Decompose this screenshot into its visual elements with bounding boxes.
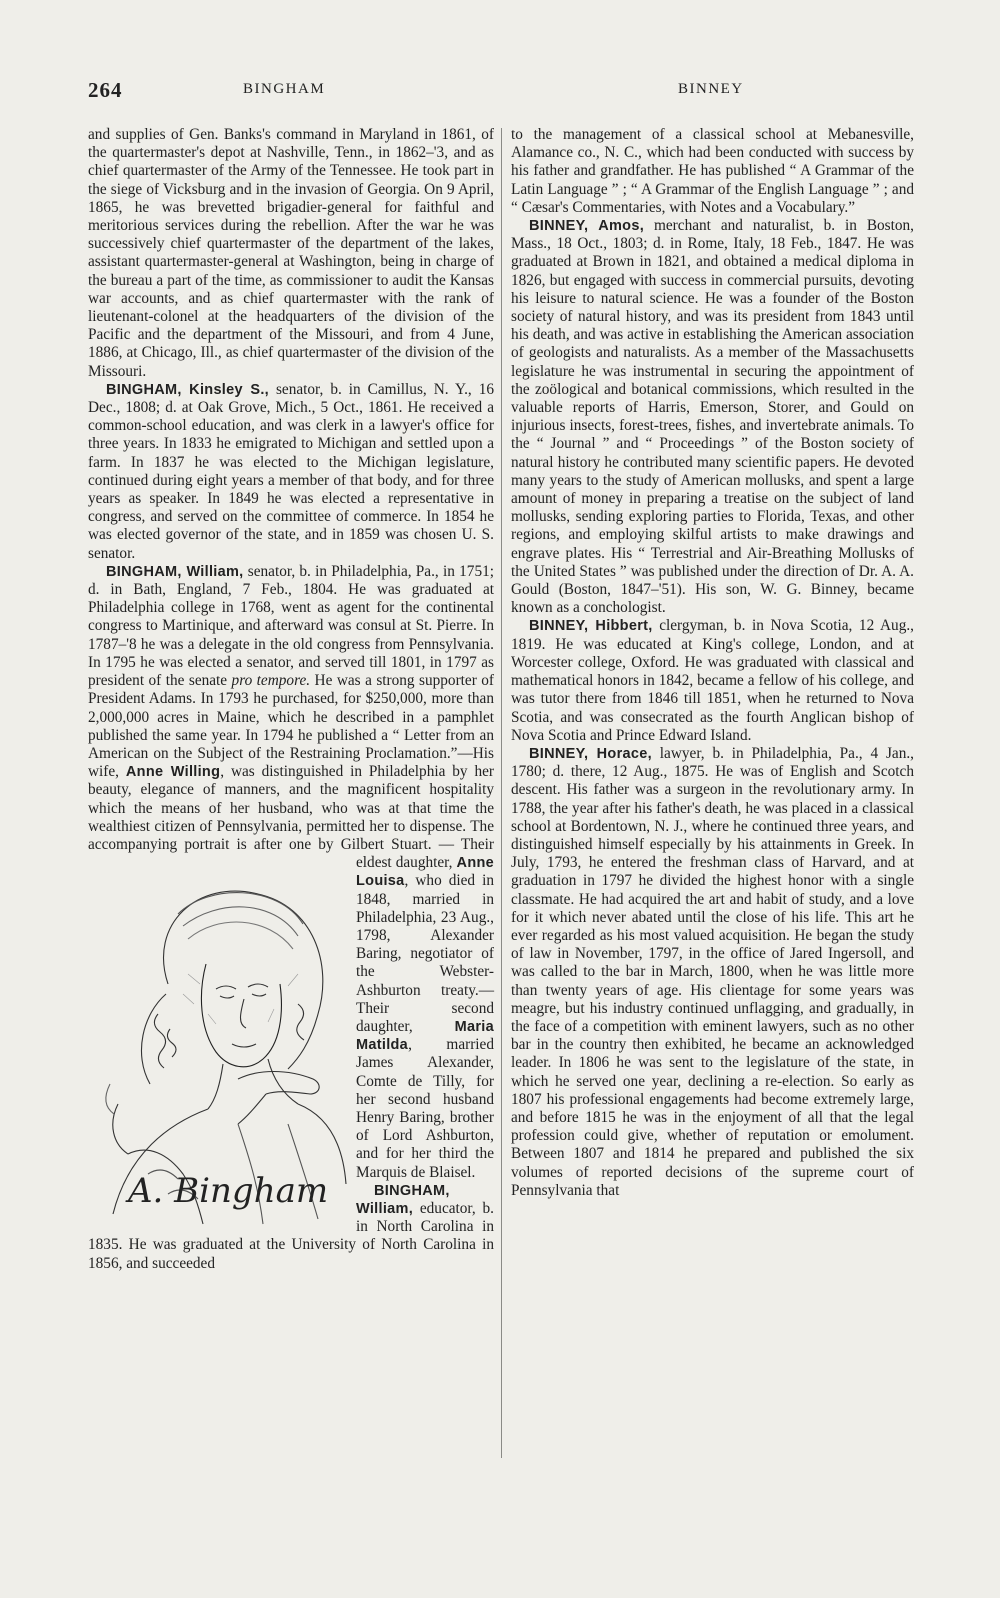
running-head-left: BINGHAM: [243, 81, 326, 97]
entry-text: lawyer, b. in Philadelphia, Pa., 4 Jan., 1780; d. there, 12 Aug., 1875. He was of English and Scotch descent. His father was a surgeon in the revolutionary army. In 1788, the year after his father's death, he was placed in a classical school at Bordentown, N. J., where he continued three years, and distinguished himself especially by his attainments in Greek. In July, 1793, he entered the freshman class of Harvard, and at graduation in 1797 he divided the highest honor with a single classmate. He had acquired the art and habit of study, and a love for it which never abated until the close of his life. This art he ever regarded as his most valued acquisition. He began the study of law in November, 1797, in the office of Jared Ingersoll, and was called to the bar in March, 1800, when he was little more than twenty years of age. His clientage for some years was meagre, but his industry continued unflagging, and gradually, in the face of a competition with eminent lawyers, such as no other bar in the country then exhibited, he became an acknowledged leader. In 1806 he was sent to the legislature of the state, in which he served one year, declining a re-election. So early as 1807 his professional engagements had become extremely large, and before 1815 he was in the enjoyment of all that the legal profession could give, whether of reputation or emolument. Between 1807 and 1814 he prepared and published the six volumes of reported decisions of the supreme court of Pennsylvania that: [511, 744, 914, 1199]
left-column: [88, 126, 494, 1273]
entry-binney-amos: [511, 217, 914, 617]
portrait-engraving: [88, 854, 350, 1229]
entry-bingham-william-senator: [88, 562, 495, 1212]
entry-text: educator, b. in North Carolina in 1835. He was graduated at the University of North Carolina in 1856, and succeeded: [88, 1199, 494, 1272]
entry-text: clergyman, b. in Nova Scotia, 12 Aug., 1819. He was educated at King's college, London, and at Worcester college, Oxford. He was graduated with classical and mathematical honors in 1842, became a fellow of his college, and was tutor there from 1846 till 1851, when he returned to Nova Scotia, and was consecrated as the fourth Anglican bishop of Nova Scotia and Prince Edward Island.: [511, 617, 914, 744]
entry-name: BINGHAM, William,: [356, 1182, 450, 1217]
entry-binney-horace: [511, 745, 914, 1200]
column-divider: [501, 128, 502, 1458]
entry-bingham-kinsley: [88, 381, 494, 563]
person-name: Maria Matilda: [356, 1018, 494, 1054]
italic-phrase: pro tempore.: [231, 672, 311, 690]
entry-text: , who died in 1848, married in Philadelphia, 23 Aug., 1798, Alexander Baring, negotiator of the Webster-Ashburton treaty.— Their second daughter,: [356, 872, 494, 1035]
entry-name: BINNEY, Amos,: [529, 218, 645, 235]
entry-name: BINGHAM, William,: [106, 563, 244, 580]
entry-text: merchant and naturalist, b. in Boston, Mass., 18 Oct., 1803; d. in Rome, Italy, 18 Feb., 1847. He was graduated at Brown in 1821, and obtained a medical diploma in 1826, but engaged with success in commercial pursuits, devoting his leisure to natural science. He was a founder of the Boston society of natural history, and was its president from 1843 until his death, and was active in establishing the American association of geologists and naturalists. As a member of the Massachusetts legislature he was instrumental in securing the appointment of the zoölogical and botanical commissions, which resulted in the valuable reports of Harris, Emerson, Storer, and Gould on injurious insects, forest-trees, fishes, and invertebrate animals. To the “ Journal ” and “ Proceedings ” of the Boston society of natural history he contributed many scientific papers. He devoted many years to the study of American mollusks, and spent a large amount of money in preparing a treatise on the subject of land mollusks, sending exploring parties to Florida, Texas, and other regions, and employing skilful artists to make drawings and engrave plates. His “ Terrestrial and Air-Breathing Mollusks of the United States ” was published under the direction of Dr. A. A. Gould (Boston, 1847–'51). His son, W. G. Binney, became known as a conchologist.: [511, 217, 915, 617]
person-name: Anne Louisa: [356, 855, 494, 890]
person-name: Anne Willing: [125, 764, 221, 781]
entry-text: senator, b. in Philadelphia, Pa., in 1751; d. in Bath, England, 7 Feb., 1804. He was graduated at Philadelphia college in 1768, went as agent for the continental congress to Martinique, and afterward was consul at St. Pierre. In 1787–'8 he was a delegate in the old congress from Pennsylvania. In 1795 he was elected a senator, and served till 1801, in 1797 as president of the senate: [88, 562, 494, 690]
portrait-figure: [88, 854, 350, 1229]
entry-binney-hibbert: [511, 617, 914, 744]
page-number: 264: [88, 78, 123, 102]
entry-name: BINNEY, Horace,: [529, 745, 652, 762]
entry-name: BINNEY, Hibbert,: [529, 618, 653, 635]
right-column: [511, 126, 914, 1200]
entry-text: senator, b. in Camillus, N. Y., 16 Dec., 1808; d. at Oak Grove, Mich., 5 Oct., 1861. He received a common-school education, and was clerk in a lawyer's office for three years. In 1833 he emigrated to Michigan and settled upon a farm. In 1837 he was elected to the Michigan legislature, continued during eight years a member of that body, and for three years as speaker. In 1849 he was elected a representative in congress, and served on the committee of commerce. In 1854 he was elected governor of the state, and in 1859 was chosen U. S. senator.: [88, 380, 494, 562]
paragraph: to the management of a classical school at Mebanesville, Alamance co., N. C., which had been conducted with success by his father and grandfather. He has published “ A Grammar of the Latin Language ” ; “ A Grammar of the English Language ” ; and “ Cæsar's Commentaries, with Notes and a Vocabulary.”: [511, 126, 914, 216]
entry-text: , married James Alexander, Comte de Tilly, for her second husband Henry Baring, brother of Lord Ashburton, and for her third the Marquis de Blaisel.: [356, 1036, 494, 1181]
entry-name: BINGHAM, Kinsley S.,: [106, 381, 269, 398]
portrait-signature: A. Bingham: [128, 1171, 329, 1212]
paragraph: and supplies of Gen. Banks's command in Maryland in 1861, of the quartermaster's depot at Nashville, Tenn., in 1862–'3, and as chief quartermaster of the Army of the Tennessee. He took part in the siege of Vicksburg and in the invasion of Georgia. On 9 April, 1865, he was brevetted brigadier-general for faithful and meritorious services during the rebellion. After the war he was successively chief quartermaster of the department of the lakes, assistant quartermaster-general at Washington, being in charge of the bureau a part of the time, as commissioner to audit the Kansas war accounts, and as chief quartermaster with the rank of lieutenant-colonel at the headquarters of the division of the Pacific and the department of the Missouri, and from 4 June, 1886, at Chicago, Ill., as chief quartermaster of the division of the Missouri.: [88, 126, 494, 380]
running-head-right: BINNEY: [678, 81, 744, 97]
entry-text: He was a strong supporter of President Adams. In 1793 he purchased, for $250,000, more than 2,000,000 acres in Maine, which he described in a pamphlet published the same year. In 1794 he published a “ Letter from an American on the Subject of the Restraining Proclamation.”—His wife,: [88, 672, 494, 781]
entry-text: , was distinguished in Philadelphia by her beauty, elegance of manners, and the magnificent hospitality which the means of her husband, who was at that time the wealthiest citizen of Pennsylvania, permitted her to dispense. The accompanying portrait is after one by Gilbert Stuart. — Their eldest daughter,: [88, 763, 495, 872]
page-header: [88, 78, 918, 108]
